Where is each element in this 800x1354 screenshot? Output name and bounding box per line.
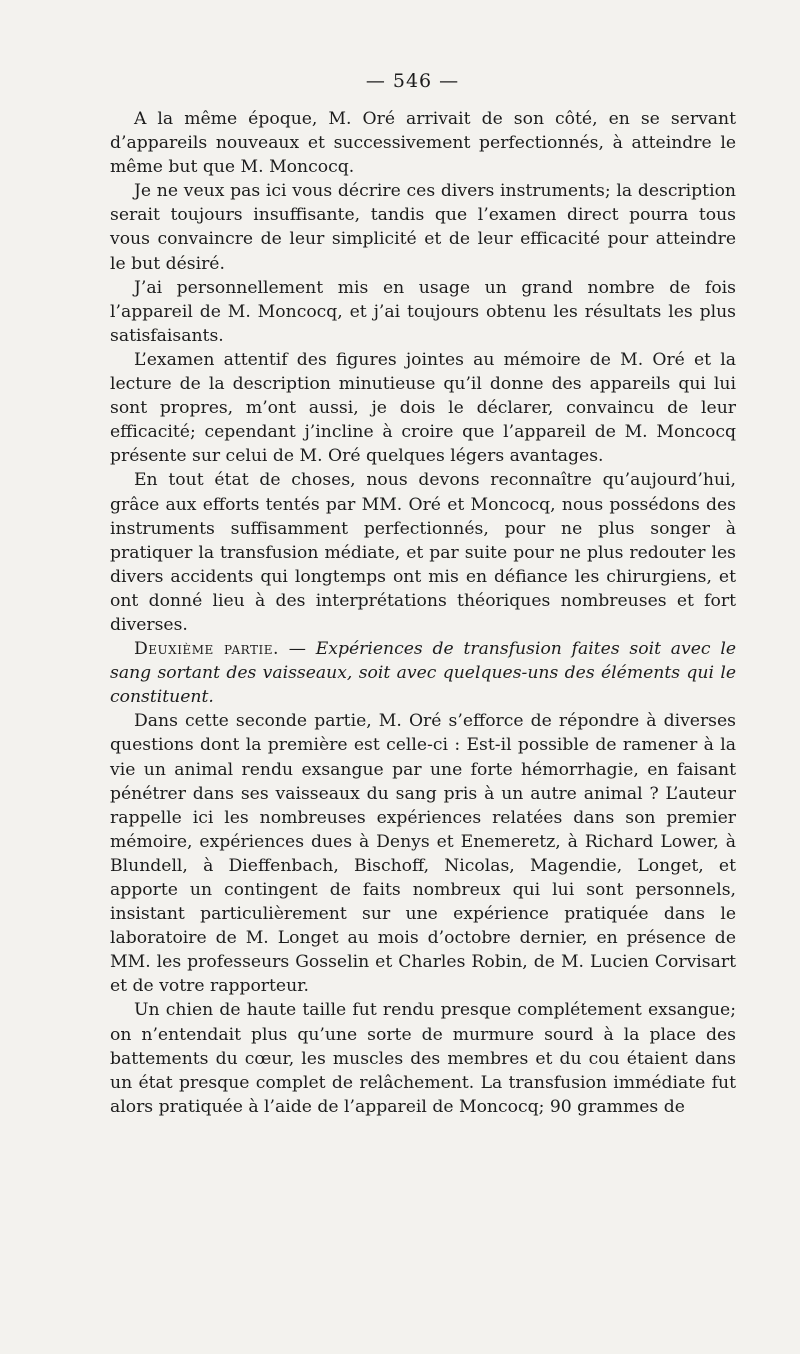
page-body: [110, 107, 736, 1119]
section-heading: [110, 637, 736, 709]
paragraph: L’examen attentif des figures jointes au mémoire de M. Oré et la lecture de la description minutieuse qu’il donne des appareils qui lui sont propres, m’ont aussi, je dois le déclarer, convaincu de leur efficacité; cependant j’incline à croire que l’appareil de M. Moncocq présente sur celui de M. Oré quelques légers avantages.: [110, 349, 736, 467]
paragraph: A la même époque, M. Oré arrivait de son côté, en se servant d’appareils nouveaux et successivement perfectionnés, à atteindre le même but que M. Moncocq.: [110, 109, 736, 178]
paragraph: Dans cette seconde partie, M. Oré s’efforce de répondre à diverses questions dont la première est celle-ci : Est-il possible de ramener à la vie un animal rendu exsangue par une forte hémorrhagie, en faisant pénétrer dans ses vaisseaux du sang pris à un autre animal ? L’auteur rappelle ici les nombreuses expériences relatées dans son premier mémoire, expériences dues à Denys et Enemeretz, à Richard Lower, à Blundell, à Dieffenbach, Bischoff, Nicolas, Magendie, Longet, et apporte un contingent de faits nombreux qui lui sont personnels, insistant particulièrement sur une expérience pratiquée dans le laboratoire de M. Longet au mois d’octobre dernier, en présence de MM. les professeurs Gosselin et Charles Robin, de M. Lucien Corvisart et de votre rapporteur.: [110, 711, 736, 997]
paragraph: Je ne veux pas ici vous décrire ces divers instruments; la description serait toujours insuffisante, tandis que l’examen direct pourra tous vous convaincre de leur simplicité et de leur efficacité pour atteindre le but désiré.: [110, 181, 736, 274]
paragraph: En tout état de choses, nous devons reconnaître qu’aujourd’hui, grâce aux efforts tentés par MM. Oré et Moncocq, nous possédons des instruments suffisamment perfectionnés, pour ne plus songer à pratiquer la transfusion médiate, et par suite pour ne plus redouter les divers accidents qui longtemps ont mis en défiance les chirurgiens, et ont donné lieu à des interprétations théoriques nombreuses et fort diverses.: [110, 470, 736, 635]
section-heading-title: Expériences de transfusion faites soit avec le sang sortant des vaisseaux, soit avec quelques-uns des éléments qui le constituent.: [110, 639, 736, 708]
section-heading-label: Deuxième partie.: [134, 639, 279, 660]
paragraph: J’ai personnellement mis en usage un grand nombre de fois l’appareil de M. Moncocq, et j’ai toujours obtenu les résultats les plus satisfaisants.: [110, 277, 736, 346]
page-number: — 546 —: [365, 70, 460, 92]
paragraph: Un chien de haute taille fut rendu presque complétement exsangue; on n’entendait plus qu’une sorte de murmure sourd à la place des battements du cœur, les muscles des membres et du cou étaient dans un état presque complet de relâchement. La transfusion immédiate fut alors pratiquée à l’aide de l’appareil de Moncocq; 90 grammes de: [110, 1000, 736, 1117]
section-heading-dash: —: [278, 639, 316, 660]
